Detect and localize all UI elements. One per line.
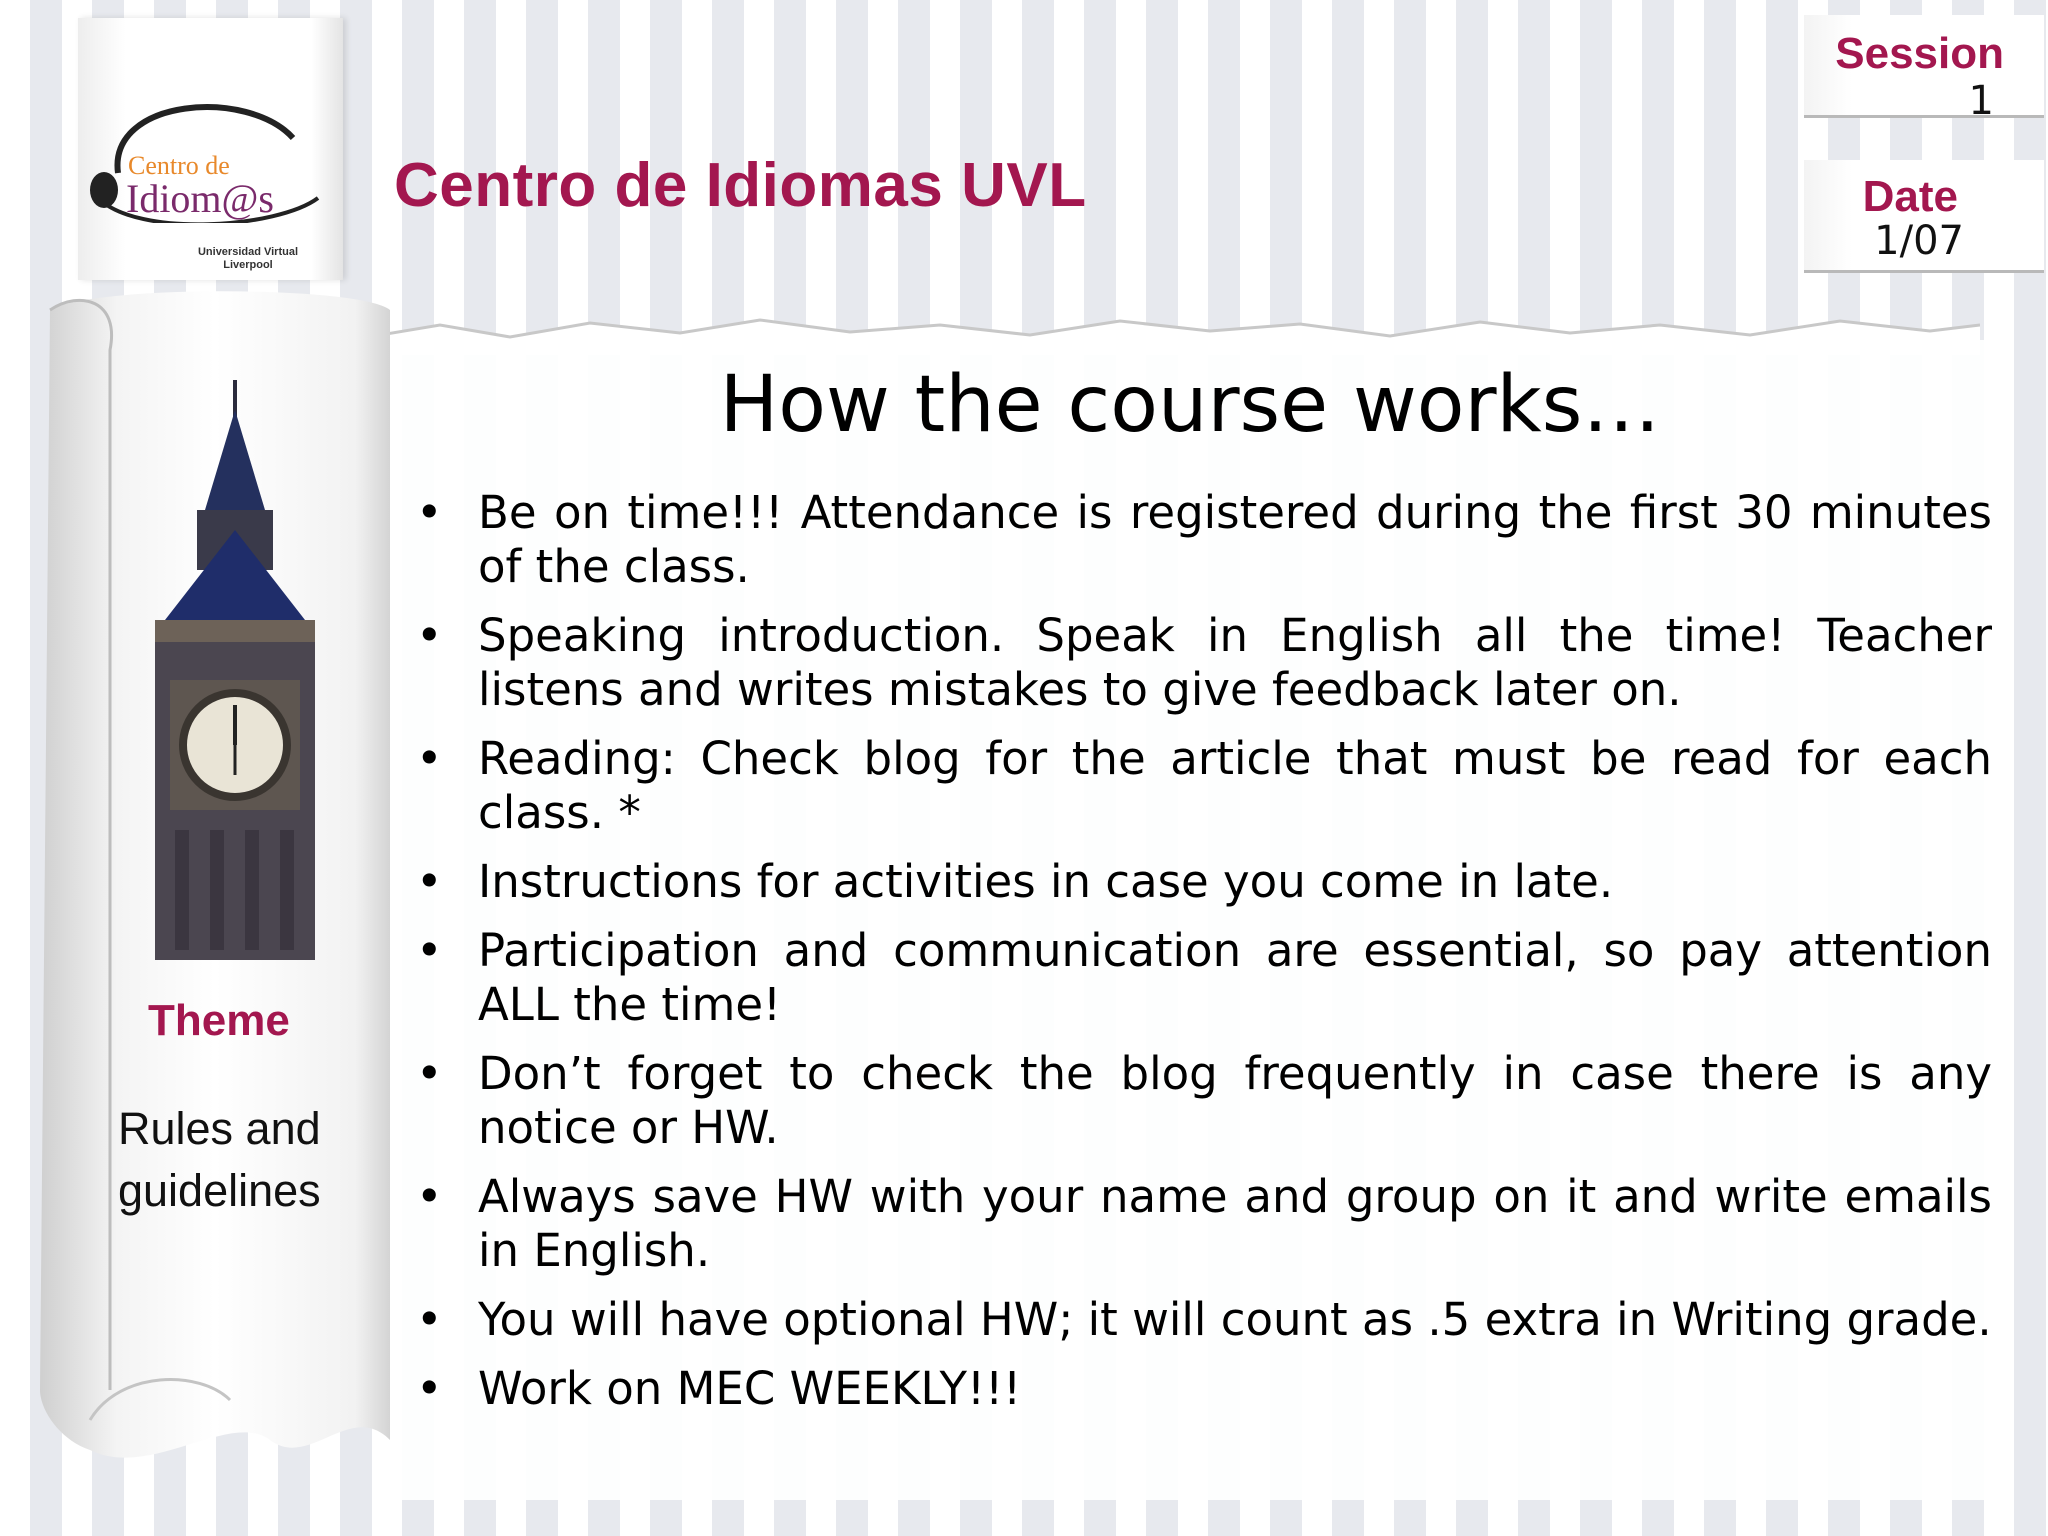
list-item: • Participation and communication are essential, so pay attention ALL the time!	[410, 924, 1992, 1032]
brand-title: Centro de Idiomas UVL	[394, 151, 1087, 220]
list-item: • Always save HW with your name and group on it and write emails in English.	[410, 1170, 1992, 1278]
list-item: • Be on time!!! Attendance is registered during the first 30 minutes of the class.	[410, 486, 1992, 594]
logo-subtitle	[168, 246, 328, 272]
date-value: 1/07	[1874, 218, 1964, 264]
theme-label: Theme	[148, 996, 290, 1045]
headset-logo-icon	[78, 78, 343, 223]
slide-title: How the course works…	[719, 360, 1661, 450]
session-value: 1	[1968, 78, 1994, 124]
rules-list	[410, 486, 1992, 1431]
list-item: • You will have optional HW; it will count as .5 extra in Writing grade.	[410, 1293, 1992, 1347]
date-card	[1804, 160, 2044, 273]
logo-card	[78, 18, 343, 280]
logo-line2: Idiom@s	[126, 176, 274, 221]
session-card	[1804, 15, 2044, 124]
logo-subtitle-line1: Universidad Virtual	[197, 246, 299, 258]
list-item: • Work on MEC WEEKLY!!!	[410, 1362, 1992, 1416]
list-item: • Don’t forget to check the blog frequently in case there is any notice or HW.	[410, 1047, 1992, 1155]
logo-subtitle-line2: Liverpool	[223, 259, 273, 271]
theme-text: Rules and guidelines	[118, 1103, 321, 1216]
list-item: • Instructions for activities in case you come in late.	[410, 855, 1992, 909]
big-ben-tower-icon	[135, 380, 335, 960]
date-label: Date	[1862, 172, 1958, 221]
list-item: • Speaking introduction. Speak in English all the time! Teacher listens and writes mistakes to give feedback later on.	[410, 609, 1992, 717]
session-label: Session	[1835, 29, 2004, 78]
list-item: • Reading: Check blog for the article that must be read for each class. *	[410, 732, 1992, 840]
logo-line1: Centro de	[128, 151, 230, 180]
